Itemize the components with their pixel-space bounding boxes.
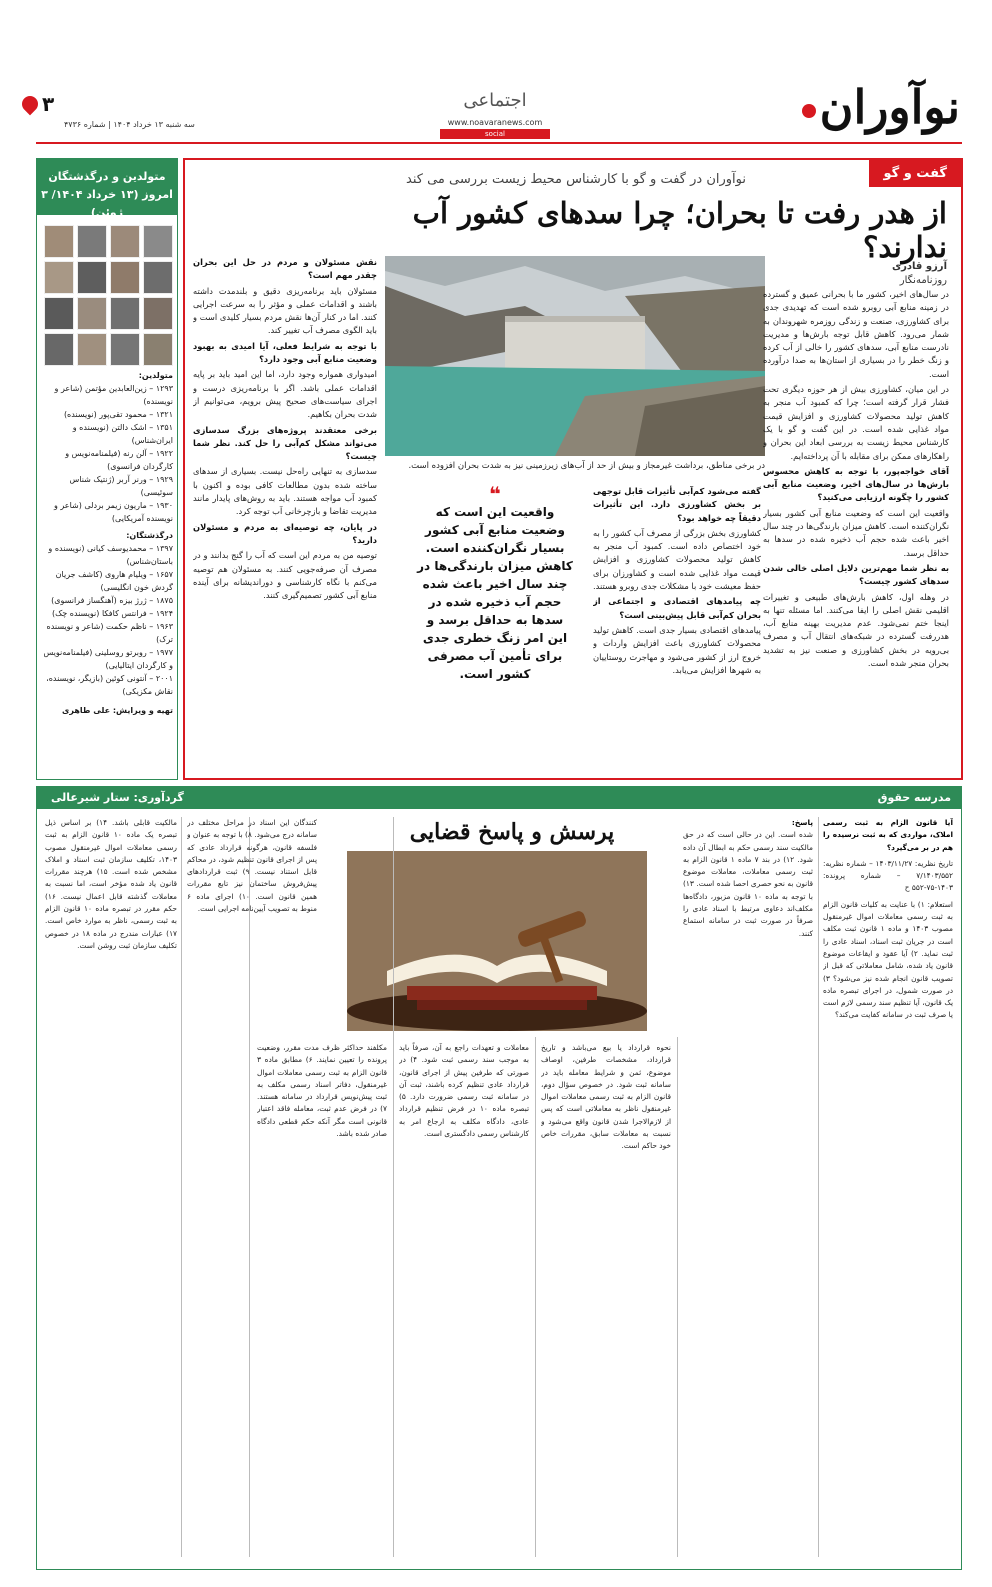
death-item: ۱۹۷۷ – روبرتو روسلینی (فیلمنامه‌نویس و کارگردان ایتالیایی) xyxy=(43,648,173,670)
photo-caption: در برخی مناطق، برداشت غیرمجاز و بیش از حد از آب‌های زیرزمینی نیز به شدت بحران افزوده است. xyxy=(408,461,765,471)
birth-item: ۱۹۲۲ – آلن رنه (فیلمنامه‌نویس و کارگردان فرانسوی) xyxy=(65,449,173,471)
answer-heading: پاسخ: xyxy=(791,818,813,827)
dam-photo xyxy=(385,256,765,456)
portrait xyxy=(77,297,107,330)
birth-item: ۱۳۲۱ – محمود تقی‌پور (نویسنده) xyxy=(63,410,173,419)
birth-item: ۱۹۲۹ – ورنر آربر (ژنتیک شناس سوئیسی) xyxy=(69,475,173,497)
legal-editor-credit: گردآوری: ستار شیرعالی xyxy=(51,791,184,804)
column-divider xyxy=(393,817,394,1557)
legal-qa-section xyxy=(36,786,962,1570)
portrait xyxy=(110,333,140,366)
legal-text: معاملات و تعهدات راجع به آن، صرفاً باید به موجب سند رسمی ثبت شود. ۴) در صورتی که طرفین پیش از اجرای قانون، قرارداد عادی تنظیم کرده باشند، ثبت آن در سامانه ثبت رسمی ضرورت دارد. ۵) تبصره ماده ۱۰ در فرض تنظیم قرارداد عادی، دادگاه مکلف به ارجاع امر به کارشناس رسمی دادگستری است. xyxy=(399,1043,529,1139)
page-drop-icon xyxy=(19,93,42,116)
byline-name: آرزو قادری xyxy=(892,261,947,272)
pull-quote-text: واقعیت این است که وضعیت منابع آبی کشور بسیار نگران‌کننده است. کاهش میزان بارندگی‌ها در چند سال اخیر باعث شده حجم آب ذخیره شده در سدها به حداقل برسد و این امر زنگ خطری جدی برای تأمین آب مصرفی کشور است. xyxy=(417,505,573,681)
portrait xyxy=(110,261,140,294)
legal-section-name: مدرسه حقوق xyxy=(877,791,951,804)
interview-question: به نظر شما مهم‌ترین دلایل اصلی خالی شدن سدهای کشور چیست؟ xyxy=(763,562,949,587)
portrait xyxy=(77,261,107,294)
byline-role: روزنامه‌نگار xyxy=(899,275,947,286)
sidebar-date: امروز (۱۳ خرداد ۱۴۰۴/ ۳ ژوئن) xyxy=(41,188,173,219)
paragraph: توصیه من به مردم این است که آب را گنج بدانند و در مصرف آن صرفه‌جویی کنند. به مسئولان هم توصیه می‌کنم با نگاه کارشناسی و دوراندیشانه برای آینده منابع آبی کشور تصمیم‌گیری کنند. xyxy=(193,550,377,601)
portrait xyxy=(143,333,173,366)
portrait xyxy=(143,225,173,258)
death-item: ۱۹۲۴ – فرانتس کافکا (نویسنده چک) xyxy=(51,609,173,618)
sidebar-title: متولدین و درگذشتگان xyxy=(48,170,166,183)
birth-item: ۱۳۵۱ – اشک دالتن (نویسنده و ایران‌شناس) xyxy=(72,423,173,445)
legal-question: آیا قانون الزام به ثبت رسمی املاک، مواردی که به ثبت نرسیده را هم در بر می‌گیرد؟ xyxy=(823,818,953,852)
paragraph: در این میان، کشاورزی بیش از هر حوزه دیگری تحت فشار قرار گرفته است؛ چرا که کمبود آب منجر به کاهش تولید محصولات کشاورزی و افزایش قیمت مواد غذایی شده است. در این گفت و گو با یک کارشناس محیط زیست به بررسی ابعاد این بحران و راهکارهای ممکن برای مقابله با آن پرداخته‌ایم. xyxy=(763,384,949,461)
sidebar-credit: تهیه و ویرایش: علی طاهری xyxy=(62,706,173,715)
paragraph: در وهله اول، کاهش بارش‌های طبیعی و تغییرات اقلیمی نقش اصلی را ایفا می‌کنند. اما مسئله تنها به اینجا ختم نمی‌شود. عدم مدیریت بهینه منابع آب، هدررفت گسترده در شبکه‌های انتقال آب و مصرف بی‌رویه در بخش کشاورزی و صنعت نیز به تشدید بحران منجر شده است. xyxy=(763,591,949,669)
pull-quote xyxy=(415,482,575,683)
article-column-right xyxy=(763,288,949,768)
paragraph: پیامدهای اقتصادی بسیار جدی است. کاهش تولید محصولات کشاورزی باعث افزایش واردات و خروج ارز از کشور می‌شود و مهاجرت روستاییان به شهرها افزایش می‌یابد. xyxy=(593,624,761,675)
death-item: ۲۰۰۱ – آنتونی کوئین (بازیگر، نویسنده، نقاش مکزیکی) xyxy=(46,674,173,696)
legal-date: تاریخ نظریه: ۱۴۰۳/۱۱/۲۷ – شماره نظریه: ۷/۱۴۰۳/۵۵۲ – شماره پرونده: ۱۴۰۳-۷۵-۵۵۲ ح xyxy=(823,858,953,893)
legal-column-1 xyxy=(823,817,953,1557)
law-books-photo xyxy=(347,851,647,1031)
portrait xyxy=(110,297,140,330)
portrait xyxy=(143,261,173,294)
paragraph: کشاورزی بخش بزرگی از مصرف آب کشور را به خود اختصاص داده است. کمبود آب منجر به کاهش تولید محصولات کشاورزی و افزایش قیمت مواد غذایی شده است و کشاورزان برای حفظ معیشت خود با مشکلات جدی روبرو هستند. xyxy=(593,527,761,592)
article-column-left xyxy=(193,256,377,766)
portrait xyxy=(143,297,173,330)
legal-column-4 xyxy=(399,1042,529,1557)
masthead xyxy=(0,0,992,150)
legal-column-2 xyxy=(683,817,813,1557)
interview-question: برخی معتقدند پروژه‌های بزرگ سدسازی می‌تواند مشکل کم‌آبی را حل کند. نظر شما چیست؟ xyxy=(193,424,377,462)
interview-question: با توجه به شرایط فعلی، آیا امیدی به بهبود وضعیت منابع آبی وجود دارد؟ xyxy=(193,340,377,365)
column-divider xyxy=(181,817,182,1557)
legal-header-bar xyxy=(37,787,961,809)
birth-item: ۱۲۹۳ – زین‌العابدین مؤتمن (شاعر و نویسنده) xyxy=(54,384,173,406)
section-title: اجتماعی xyxy=(463,90,527,111)
birth-item: ۱۹۳۰ – ماریون زیمر بردلی (شاعر و نویسنده آمریکایی) xyxy=(53,501,173,523)
logo-dot-icon xyxy=(802,104,816,118)
byline xyxy=(892,260,947,288)
social-tag: social xyxy=(440,129,550,139)
portrait xyxy=(77,333,107,366)
legal-column-6 xyxy=(187,817,317,1557)
death-item: ۱۸۷۵ – ژرژ بیزه (آهنگساز فرانسوی) xyxy=(51,596,173,605)
article-column-middle xyxy=(593,485,761,765)
portrait xyxy=(110,225,140,258)
deaths-heading: درگذشتگان: xyxy=(126,531,173,540)
site-url[interactable]: www.noavaranews.com xyxy=(447,118,543,127)
paragraph: سدسازی به تنهایی راه‌حل نیست. بسیاری از سدهای ساخته شده بدون مطالعات کافی بوده و اکنون با کمبود آب مواجه هستند. باید به روش‌های پایدار مانند مدیریت تقاضا و بازچرخانی آب توجه کرد. xyxy=(193,466,377,517)
portrait xyxy=(44,297,74,330)
legal-text: کنندگان این اسناد در مراحل مختلف در سامانه درج می‌شود. ۸) با توجه به عنوان و فلسفه قانون، هرگونه قرارداد عادی که پس از اجرای قانون تنظیم شود، در محاکم قابل استناد نیست. ۹) ثبت قراردادهای پیش‌فروش ساختمان نیز تابع مقررات همین قانون است. ۱۰) اجرای ماده ۶ منوط به تصویب آیین‌نامه اجرایی است. xyxy=(187,818,317,914)
dam-photo-image xyxy=(385,256,765,456)
portrait xyxy=(44,333,74,366)
sidebar-text xyxy=(43,369,173,717)
births-deaths-sidebar xyxy=(36,158,178,780)
death-item: ۱۳۹۷ – محمدیوسف کیانی (نویسنده و باستان‌شناس) xyxy=(48,544,173,566)
legal-column-3 xyxy=(541,1042,671,1557)
column-divider xyxy=(535,1037,536,1557)
legal-text: مکلفند حداکثر ظرف مدت مقرر، وضعیت پرونده را تعیین نمایند. ۶) مطابق ماده ۳ قانون الزام به ثبت رسمی معاملات اموال غیرمنقول، دفاتر اسناد رسمی مکلف به ثبت پیش‌نویس قرارداد در سامانه هستند. ۷) در فرض عدم ثبت، معامله فاقد اعتبار قانونی است مگر آنکه حکم قطعی دادگاه صادر شده باشد. xyxy=(257,1043,387,1139)
legal-column-7 xyxy=(45,817,177,1557)
legal-text: استعلام: ۱) با عنایت به کلیات قانون الزام به ثبت رسمی معاملات اموال غیرمنقول مصوب ۱۴۰۳ و ماده ۱ قانون ثبت مکلف است در جریان ثبت اسناد، اسناد عادی را ثبت نماید. ۲) آیا عقود و ایقاعات موضوع قانون یاد شده، شامل معاملاتی که قبل از تصویب قانون انجام شده نیز می‌شود؟ ۳) در صورت شمول، در اجرای تبصره ماده یک قانون، آیا تنظیم سند رسمی لازم است یا صرف ثبت در سامانه کفایت می‌کند؟ xyxy=(823,899,953,1020)
paragraph: مسئولان باید برنامه‌ریزی دقیق و بلندمدت داشته باشند و اقدامات عملی و مؤثر را به سرعت اجرایی کنند. اما در کنار آن‌ها نقش مردم بسیار کلیدی است و باید الگوی مصرف آب تغییر کند. xyxy=(193,285,377,336)
gavel-book-image xyxy=(347,851,647,1031)
article-kicker: نوآوران در گفت و گو با کارشناس محیط زیست بررسی می کند xyxy=(406,172,746,187)
sidebar-header xyxy=(37,159,177,219)
portrait xyxy=(44,261,74,294)
masthead-divider xyxy=(36,142,962,144)
interview-question: آقای خواجه‌پور، با توجه به کاهش محسوس بارش‌ها در سال‌های اخیر، وضعیت منابع آبی کشور را چگونه ارزیابی می‌کنید؟ xyxy=(763,465,949,503)
legal-text: نحوه قرارداد یا بیع می‌باشد و تاریخ قرارداد، مشخصات طرفین، اوصاف موضوع، ثمن و شرایط معامله باید در سامانه ثبت شود. در خصوص سؤال دوم، قانون الزام به ثبت رسمی معاملات اموال غیرمنقول ناظر به معاملاتی است که پس از لازم‌الاجرا شدن قانون واقع می‌شود و نسبت به معاملات سابق، مقررات خاص خود حاکم است. xyxy=(541,1043,671,1151)
interview-question: گفته می‌شود کم‌آبی تأثیرات قابل توجهی بر بخش کشاورزی دارد. این تأثیرات دقیقاً چه خواهد بود؟ xyxy=(593,486,761,523)
interview-question: در پایان، چه توصیه‌ای به مردم و مسئولان دارید؟ xyxy=(193,521,377,545)
legal-text: مالکیت قابلی باشد. ۱۴) بر اساس ذیل تبصره یک ماده ۱۰ قانون الزام به ثبت رسمی معاملات اموال غیرمنقول مصوب ۱۴۰۳، تکلیف سازمان ثبت اسناد و املاک مشخص شده است. ۱۵) هرچند مقررات قانون یاد شده مؤخر است، اما نسبت به معاملات گذشته قابل اعمال نیست. ۱۶) حکم مقرر در تبصره ماده ۱۰ قانون الزام به ثبت رسمی، ناظر به موارد خاص است. ۱۷) عبارات مندرج در ماده ۱۸ در خصوص تکلیف سازمان ثبت روشن است. xyxy=(45,818,177,950)
paragraph: در سال‌های اخیر، کشور ما با بحرانی عمیق و گسترده در زمینه منابع آبی روبرو شده است که تهدیدی جدی برای کشاورزی، صنعت و زندگی روزمره شهروندان به شمار می‌رود. کاهش قابل توجه بارش‌ها و مدیریت نادرست منابع آبی، سدهای کشور را خالی از آب کرده و زنگ خطر را در بسیاری از استان‌ها به صدا درآورده است. xyxy=(763,289,949,379)
section-tag: گفت و گو xyxy=(869,160,961,187)
death-item: ۱۶۵۷ – ویلیام هاروی (کاشف جریان گردش خون انگلیسی) xyxy=(55,570,173,592)
paragraph: واقعیت این است که وضعیت منابع آبی کشور بسیار نگران‌کننده است. کاهش میزان بارندگی‌ها در چند سال اخیر باعث شده حجم آب ذخیره شده در سدها به حداقل برسد. xyxy=(763,507,949,558)
feature-article xyxy=(183,158,963,780)
death-item: ۱۹۶۳ – ناظم حکمت (شاعر و نویسنده ترک) xyxy=(46,622,173,644)
newspaper-logo[interactable]: نوآوران xyxy=(802,80,960,134)
column-divider xyxy=(677,1037,678,1557)
page-number: ۳ xyxy=(42,92,55,116)
interview-question: چه پیامدهای اقتصادی و اجتماعی از بحران کم‌آبی قابل پیش‌بینی است؟ xyxy=(593,596,761,620)
quote-mark-icon: ❝ xyxy=(489,482,501,506)
interview-question: نقش مسئولان و مردم در حل این بحران چقدر مهم است؟ xyxy=(193,257,377,281)
portrait xyxy=(77,225,107,258)
legal-title[interactable]: پرسش و پاسخ قضایی xyxy=(409,819,615,845)
paragraph: امیدواری همواره وجود دارد، اما این امید باید بر پایه اقدامات عملی باشد. اگر با برنامه‌ریزی درست و اجرای سیاست‌های صحیح پیش برویم، می‌توانیم از شدت بحران بکاهیم. xyxy=(193,369,377,420)
article-headline[interactable]: از هدر رفت تا بحران؛ چرا سدهای کشور آب ندارند؟ xyxy=(412,196,947,264)
births-heading: متولدین: xyxy=(138,371,173,380)
portrait xyxy=(44,225,74,258)
column-divider xyxy=(818,817,819,1557)
issue-info: سه شنبه ۱۳ خرداد ۱۴۰۴ | شماره ۴۷۳۶ xyxy=(64,120,195,129)
legal-text: شده است. این در حالی است که در حق مالکیت سند رسمی حکم به ابطال آن داده شود. ۱۲) در بند ۷ ماده ۱ قانون الزام به ثبت رسمی معاملات، معاملات موضوع قانون به نحو حصری احصا شده است. ۱۳) با توجه به ماده ۱۰ قانون مزبور، دادگاه‌ها مکلف‌اند دعاوی مرتبط با اسناد عادی را صرفاً در صورت ثبت در سامانه استماع کنند. xyxy=(683,830,813,938)
